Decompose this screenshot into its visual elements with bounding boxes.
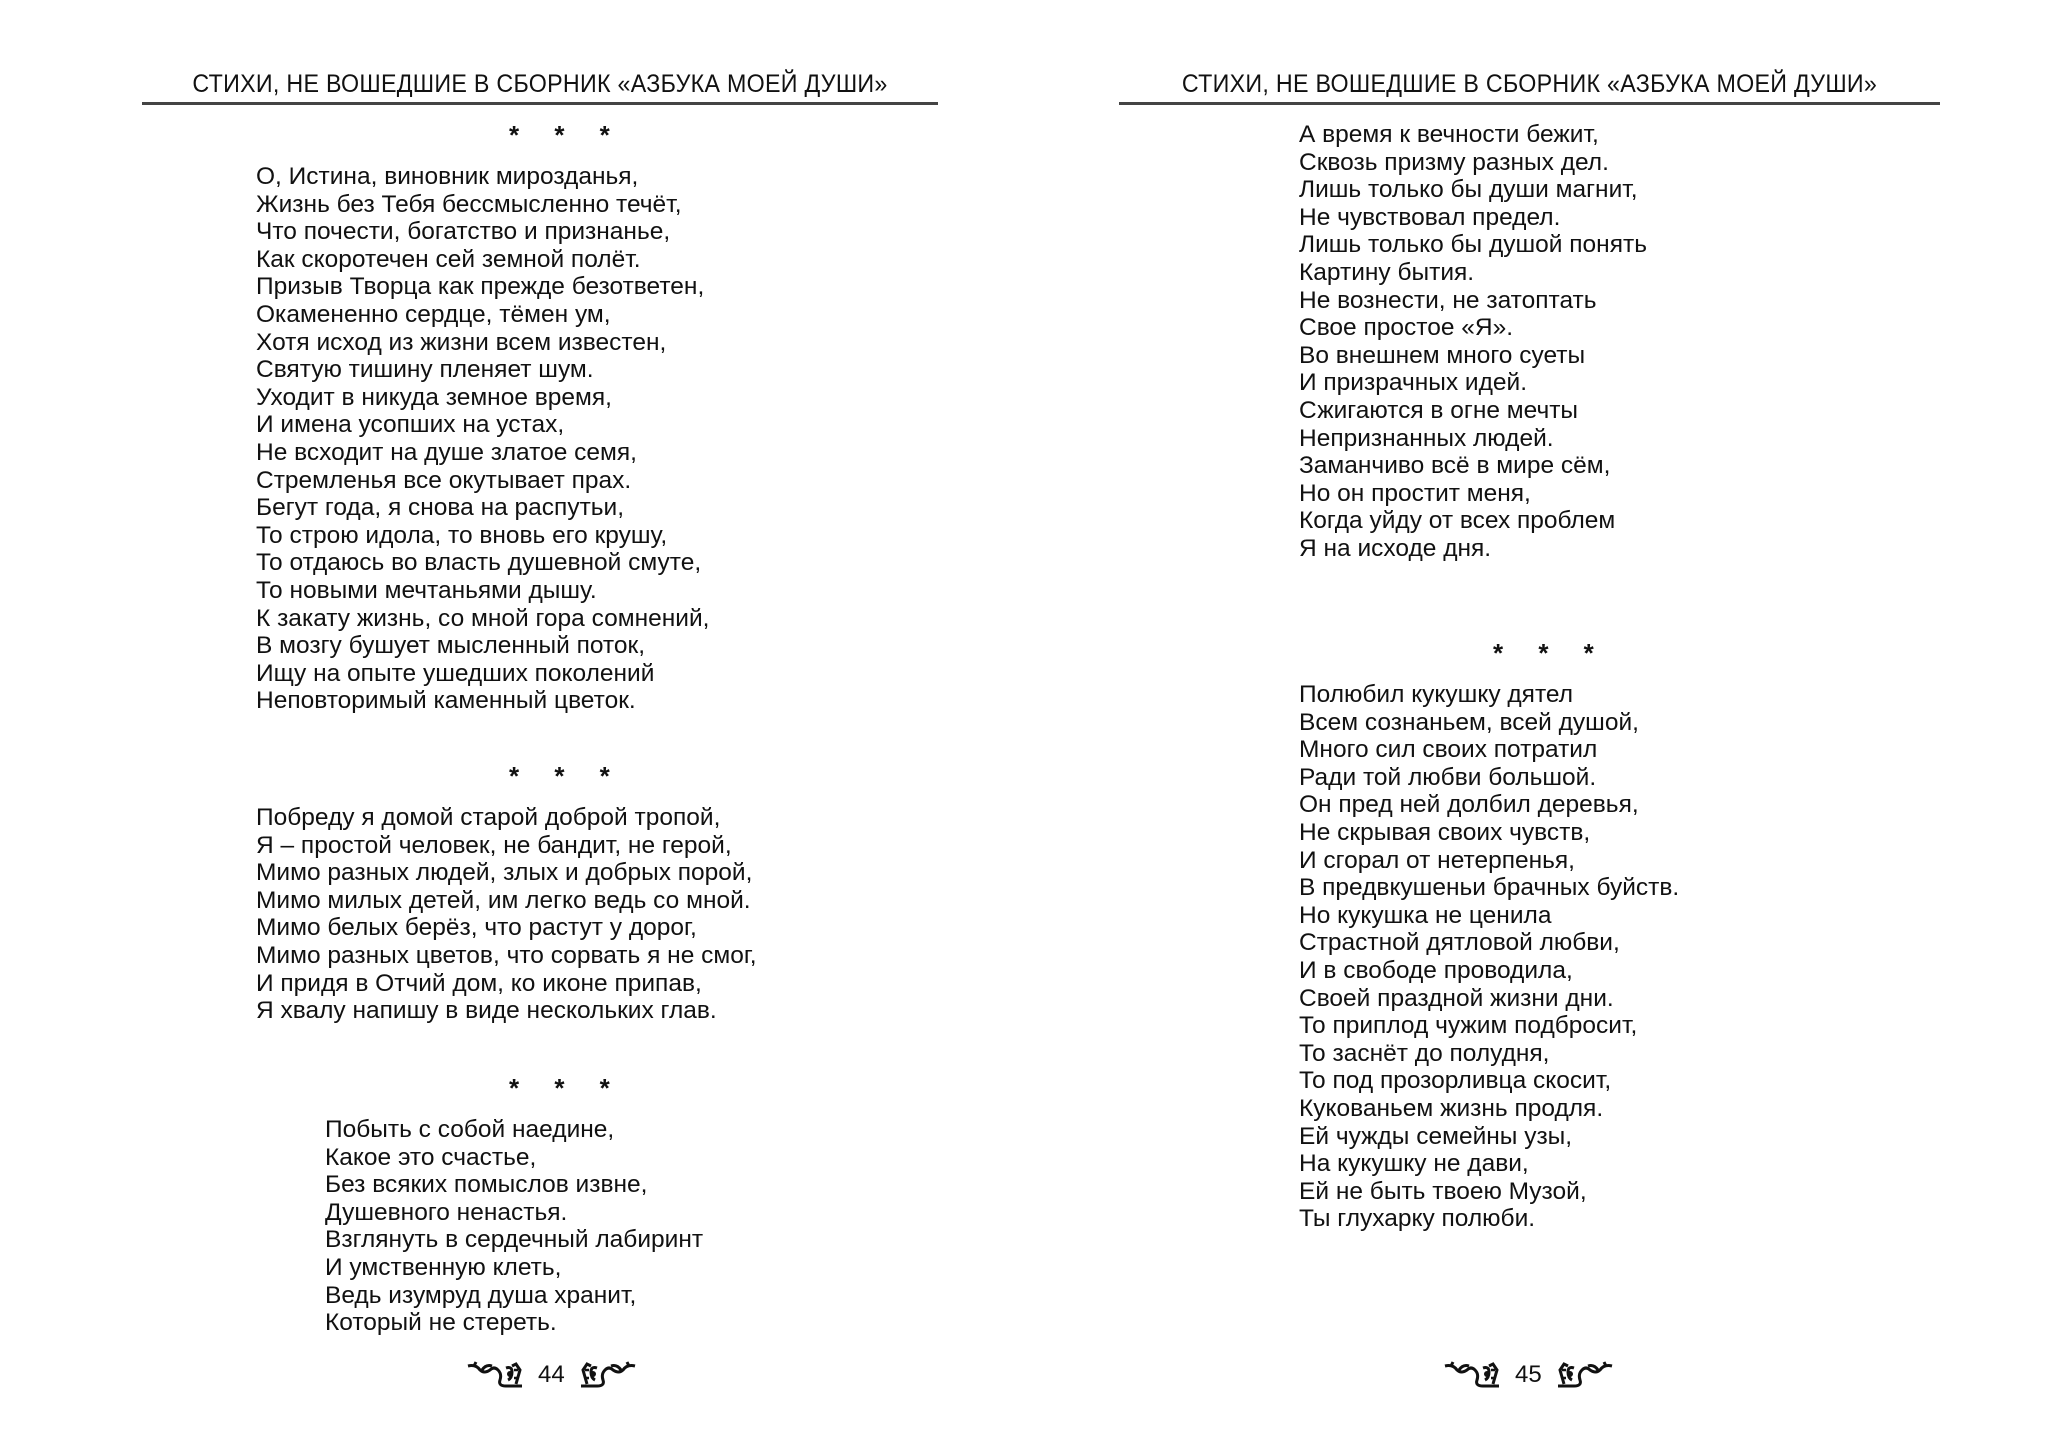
poem-line: Не скрывая своих чувств, bbox=[1299, 818, 1591, 846]
poem-line: Святую тишину пленяет шум. bbox=[256, 356, 594, 384]
poem-line: Картину бытия. bbox=[1299, 258, 1475, 286]
poem-separator: * * * bbox=[1493, 638, 1608, 668]
poem-line: К закату жизнь, со мной гора сомнений, bbox=[256, 604, 710, 632]
poem-line: Не чувствовал предел. bbox=[1299, 203, 1561, 231]
poem-line: Какое это счастье, bbox=[325, 1143, 537, 1171]
poem-line: Который не стереть. bbox=[325, 1309, 557, 1337]
poem-line: И умственную клеть, bbox=[325, 1253, 562, 1281]
poem-line: Страстной дятловой любви, bbox=[1299, 929, 1620, 957]
poem-line: Ведь изумруд душа хранит, bbox=[325, 1281, 637, 1309]
poem-separator: * * * bbox=[509, 120, 624, 150]
poem-line: Всем сознаньем, всей душой, bbox=[1299, 708, 1639, 736]
poem-line: То заснёт до полудня, bbox=[1299, 1039, 1550, 1067]
poem-line: Когда уйду от всех проблем bbox=[1299, 507, 1616, 535]
poem-line: Бегут года, я снова на распутьи, bbox=[256, 494, 625, 522]
poem-line: О, Истина, виновник мирозданья, bbox=[256, 163, 639, 190]
poem-line: Мимо белых берёз, что растут у дорог, bbox=[256, 914, 697, 942]
poem-line: Окамененно сердце, тёмен ум, bbox=[256, 300, 611, 328]
poem-line: Мимо разных цветов, что сорвать я не смог, bbox=[256, 941, 757, 969]
poem-line: Хотя исход из жизни всем известен, bbox=[256, 328, 667, 356]
poem-line: И имена усопших на устах, bbox=[256, 411, 565, 439]
poem-vremya bbox=[1299, 121, 1647, 563]
poem-line: Жизнь без Тебя бессмысленно течёт, bbox=[256, 190, 682, 218]
poem-line: То новыми мечтаньями дышу. bbox=[256, 576, 597, 604]
poem-line: Ей чужды семейны узы, bbox=[1299, 1122, 1573, 1150]
running-head: СТИХИ, НЕ ВОШЕДШИЕ В СБОРНИК «АЗБУКА МОЕЙ ДУШИ» bbox=[192, 70, 888, 98]
poem-line: Кукованьем жизнь продля. bbox=[1299, 1094, 1604, 1122]
poem-line: То приплод чужим подбросит, bbox=[1299, 1012, 1638, 1040]
poem-line: И придя в Отчий дом, ко иконе припав, bbox=[256, 969, 702, 997]
poem-line: Во внешнем много суеты bbox=[1299, 341, 1586, 369]
poem-line: Взглянуть в сердечный лабиринт bbox=[325, 1226, 704, 1254]
poem-line: Но кукушка не ценила bbox=[1299, 901, 1552, 929]
poem-line: Без всяких помыслов извне, bbox=[325, 1171, 648, 1199]
poem-line: Ищу на опыте ушедших поколений bbox=[256, 659, 655, 687]
poem-line: Неповторимый каменный цветок. bbox=[256, 687, 636, 715]
poem-line: И призрачных идей. bbox=[1299, 369, 1528, 397]
poem-line: В предвкушеньи брачных буйств. bbox=[1299, 874, 1680, 902]
header-rule bbox=[142, 102, 938, 105]
poem-line: В мозгу бушует мысленный поток, bbox=[256, 632, 646, 660]
poem-separator: * * * bbox=[509, 761, 624, 791]
poem-line: Что почести, богатство и признанье, bbox=[256, 218, 671, 246]
flourish-ornament-left-icon bbox=[1443, 1360, 1501, 1390]
flourish-ornament-right-icon bbox=[579, 1360, 637, 1390]
poem-line: То отдаюсь во власть душевной смуте, bbox=[256, 549, 702, 577]
poem-line: И в свободе проводила, bbox=[1299, 956, 1573, 984]
poem-line: Свое простое «Я». bbox=[1299, 314, 1514, 342]
poem-line: Он пред ней долбил деревья, bbox=[1299, 791, 1639, 819]
page-number: 45 bbox=[1515, 1361, 1542, 1388]
poem-line: Непризнанных людей. bbox=[1299, 424, 1554, 452]
poem-line: Мимо милых детей, им легко ведь со мной. bbox=[256, 886, 751, 914]
poem-line: А время к вечности бежит, bbox=[1299, 121, 1599, 148]
poem-line: Ты глухарку полюби. bbox=[1299, 1205, 1536, 1233]
poem-line: Я на исходе дня. bbox=[1299, 534, 1492, 562]
page-footer bbox=[1443, 1360, 1614, 1390]
poem-separator: * * * bbox=[509, 1073, 624, 1103]
poem-pobyt bbox=[325, 1116, 703, 1337]
poem-line: Не всходит на душе златое семя, bbox=[256, 438, 637, 466]
left-page bbox=[142, 0, 938, 1454]
poem-line: Своей праздной жизни дни. bbox=[1299, 984, 1614, 1012]
poem-line: То под прозорливца скосит, bbox=[1299, 1067, 1612, 1095]
poem-line: Как скоротечен сей земной полёт. bbox=[256, 245, 641, 273]
poem-line: Полюбил кукушку дятел bbox=[1299, 681, 1573, 708]
poem-line: Уходит в никуда земное время, bbox=[256, 383, 612, 411]
poem-line: Не вознести, не затоптать bbox=[1299, 286, 1597, 314]
poem-line: На кукушку не дави, bbox=[1299, 1150, 1529, 1178]
poem-line: Но он простит меня, bbox=[1299, 479, 1531, 507]
poem-pobredu bbox=[256, 804, 757, 1025]
poem-line: Душевного ненастья. bbox=[325, 1198, 568, 1226]
poem-line: Я хвалу напишу в виде нескольких глав. bbox=[256, 997, 717, 1025]
right-page bbox=[1119, 0, 1940, 1454]
poem-line: Лишь только бы душой понять bbox=[1299, 231, 1647, 259]
poem-line: Призыв Творца как прежде безответен, bbox=[256, 273, 705, 301]
poem-line: Ей не быть твоею Музой, bbox=[1299, 1177, 1587, 1205]
poem-line: Ради той любви большой. bbox=[1299, 763, 1597, 791]
poem-line: Лишь только бы души магнит, bbox=[1299, 176, 1638, 204]
poem-line: Сжигаются в огне мечты bbox=[1299, 396, 1579, 424]
poem-line: Я – простой человек, не бандит, не герой, bbox=[256, 831, 732, 859]
poem-line: И сгорал от нетерпенья, bbox=[1299, 846, 1575, 874]
poem-line: Стремленья все окутывает прах. bbox=[256, 466, 632, 494]
poem-istina bbox=[256, 163, 709, 715]
flourish-ornament-right-icon bbox=[1556, 1360, 1614, 1390]
page-number: 44 bbox=[538, 1361, 565, 1388]
flourish-ornament-left-icon bbox=[466, 1360, 524, 1390]
poem-line: Сквозь призму разных дел. bbox=[1299, 148, 1609, 176]
header-rule bbox=[1119, 102, 1940, 105]
poem-line: То строю идола, то вновь его крушу, bbox=[256, 521, 668, 549]
page-footer bbox=[466, 1360, 637, 1390]
poem-line: Мимо разных людей, злых и добрых порой, bbox=[256, 859, 753, 887]
poem-kukushka bbox=[1299, 681, 1679, 1233]
running-head: СТИХИ, НЕ ВОШЕДШИЕ В СБОРНИК «АЗБУКА МОЕЙ ДУШИ» bbox=[1181, 70, 1878, 98]
poem-line: Побыть с собой наедине, bbox=[325, 1116, 615, 1143]
poem-line: Побреду я домой старой доброй тропой, bbox=[256, 804, 721, 831]
poem-line: Много сил своих потратил bbox=[1299, 736, 1598, 764]
poem-line: Заманчиво всё в мире сём, bbox=[1299, 452, 1611, 480]
